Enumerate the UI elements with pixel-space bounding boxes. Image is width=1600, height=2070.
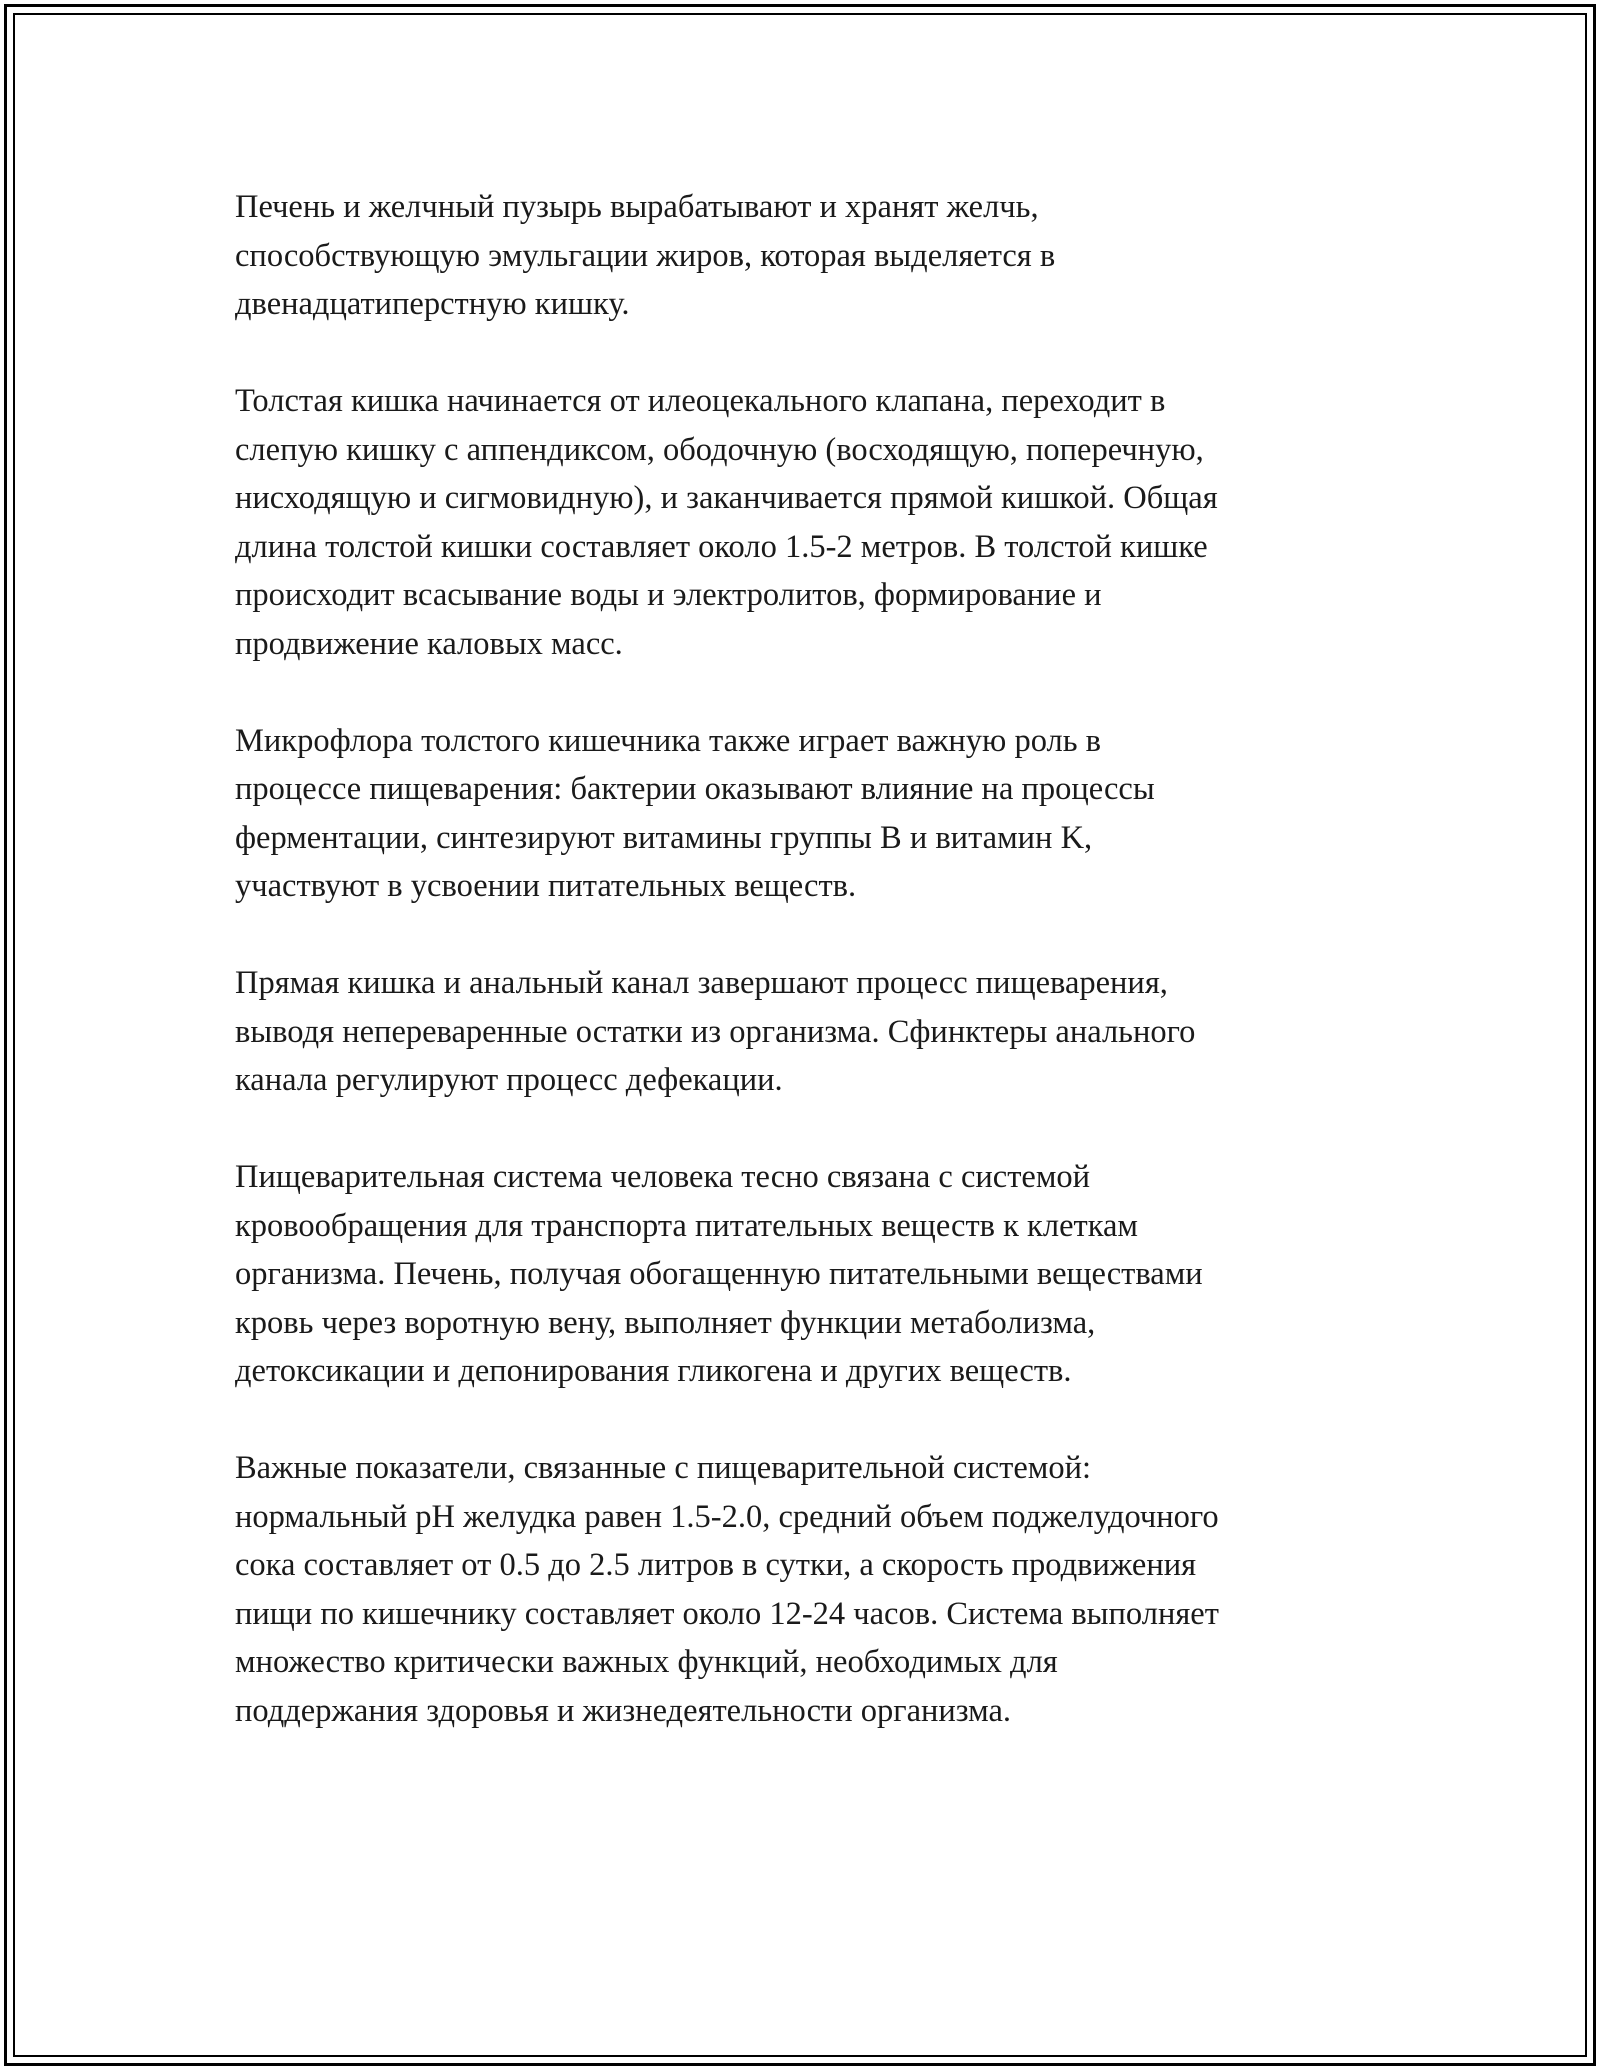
paragraph-key-indicators: Важные показатели, связанные с пищеварительной системой: нормальный pH желудка равен 1.5-2.0, средний объем поджелудочного сока составляет от 0.5 до 2.5 литров в сутки, а скорость продвижения пищи по кишечнику составляет около 12-24 часов. Система выполняет множество критически важных функций, необходимых для поддержания здоровья и жизнедеятельности организма. — [235, 1450, 1219, 1729]
paragraph-circulation-link: Пищеварительная система человека тесно связана с системой кровообращения для транспорта питательных веществ к клеткам организма. Печень, получая обогащенную питательными веществами кровь через воротную вену, выполняет функции метаболизма, детоксикации и депонирования гликогена и других веществ. — [235, 1159, 1203, 1389]
paragraph-large-intestine: Толстая кишка начинается от илеоцекального клапана, переходит в слепую кишку с аппендиксом, ободочную (восходящую, поперечную, нисходящую и сигмовидную), и заканчивается прямой кишкой. Общая длина толстой кишки составляет около 1.5-2 метров. В толстой кишке происходит всасывание воды и электролитов, формирование и продвижение каловых масс. — [235, 383, 1218, 662]
page-body — [235, 183, 1375, 1784]
paragraph-liver-gallbladder: Печень и желчный пузырь вырабатывают и хранят желчь, способствующую эмульгации жиров, которая выделяется в двенадцатиперстную кишку. — [235, 189, 1056, 322]
paragraph-rectum-anal-canal: Прямая кишка и анальный канал завершают процесс пищеварения, выводя непереваренные остатки из организма. Сфинктеры анального канала регулируют процесс дефекации. — [235, 965, 1196, 1098]
paragraph-microflora: Микрофлора толстого кишечника также играет важную роль в процессе пищеварения: бактерии оказывают влияние на процессы ферментации, синтезируют витамины группы B и витамин K, участвуют в усвоении питательных веществ. — [235, 722, 1155, 904]
